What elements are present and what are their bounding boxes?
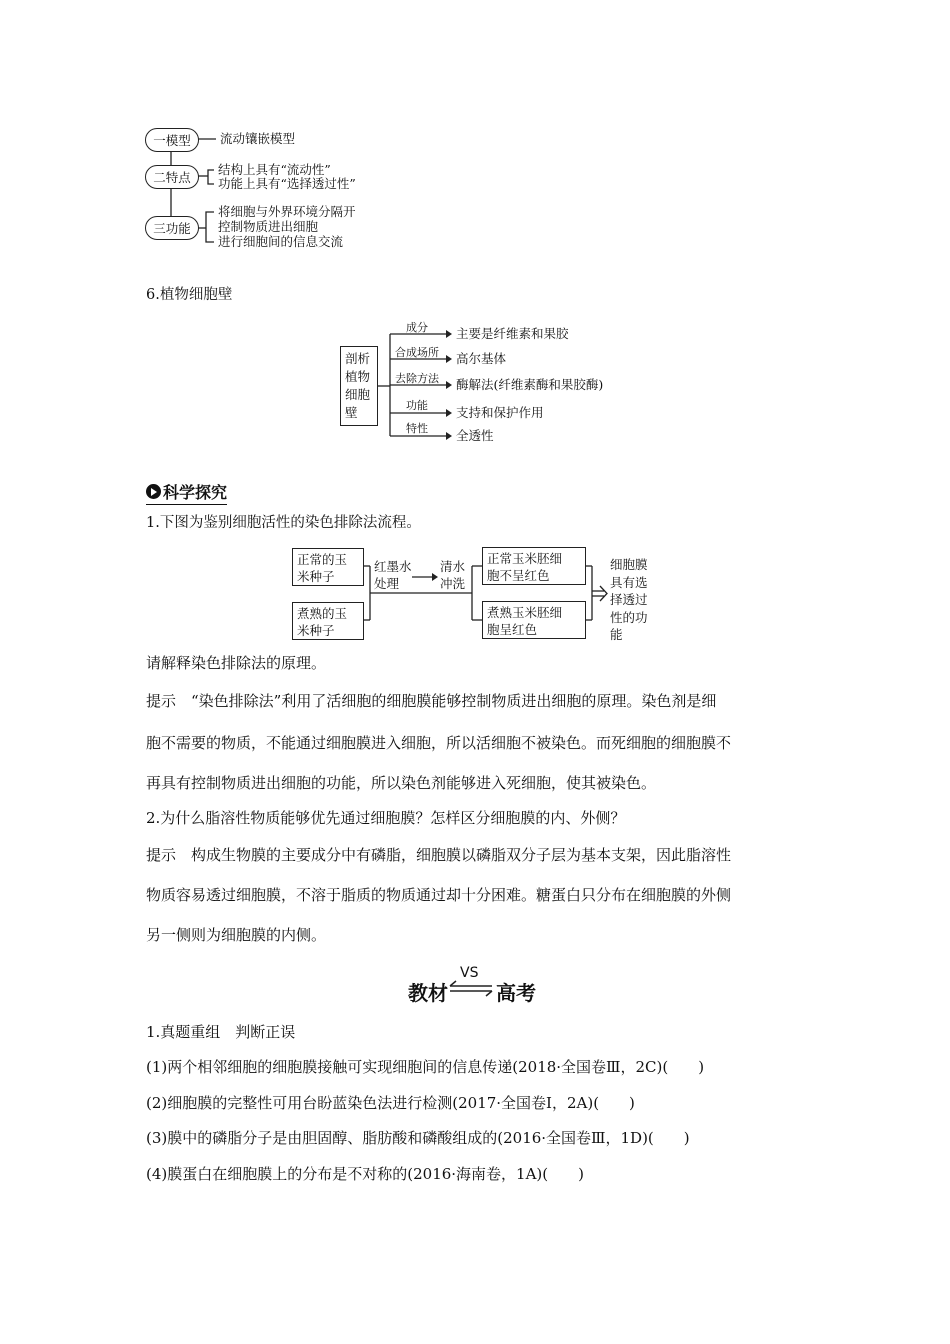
- step-1-line: 红墨水: [374, 559, 412, 574]
- answer-2-line: 提示 构成生物膜的主要成分中有磷脂，细胞膜以磷脂双分子层为基本支架，因此脂溶性: [146, 846, 732, 864]
- function-item-2: 控制物质进出细胞: [218, 219, 319, 234]
- conclusion-line: 具有选: [610, 574, 648, 590]
- features-pill: 二特点: [145, 165, 199, 189]
- question-2-title: 2.为什么脂溶性物质能够优先通过细胞膜？怎样区分细胞膜的内、外侧？: [146, 809, 626, 827]
- science-heading-text: 科学探究: [163, 483, 228, 502]
- seed-cooked-line: 米种子: [297, 623, 335, 638]
- answer-1-line: 提示 “染色排除法”利用了活细胞的细胞膜能够控制物质进出细胞的原理。染色剂是细: [146, 692, 717, 710]
- result-normal-box: [482, 547, 586, 585]
- banner-vs: VS: [460, 965, 479, 981]
- science-heading: [146, 480, 227, 505]
- root-line-4: 壁: [345, 405, 358, 420]
- quiz-item: (2)细胞膜的完整性可用台盼蓝染色法进行检测(2017·全国卷Ⅰ，2A)( ): [146, 1094, 635, 1112]
- seed-normal-box: [292, 548, 364, 586]
- result-cooked-line: 胞呈红色: [487, 622, 538, 637]
- seed-normal-line: 正常的玉: [297, 552, 348, 567]
- branch-label: 特性: [406, 422, 428, 435]
- function-item-3: 进行细胞间的信息交流: [218, 234, 344, 249]
- step-2-line: 清水: [440, 559, 466, 574]
- step-2-line: 冲洗: [440, 576, 466, 591]
- root-line-3: 细胞: [345, 387, 371, 402]
- seed-cooked-line: 煮熟的玉: [297, 606, 348, 621]
- cell-wall-root-box: [340, 346, 378, 426]
- branch-label: 成分: [406, 321, 428, 334]
- feature-item-1: 结构上具有“流动性”: [218, 162, 331, 177]
- branch-value: 主要是纤维素和果胶: [456, 326, 569, 341]
- branch-value: 酶解法(纤维素酶和果胶酶): [456, 377, 604, 392]
- banner-right: 高考: [496, 981, 536, 1005]
- quiz-item: (3)膜中的磷脂分子是由胆固醇、脂肪酸和磷酸组成的(2016·全国卷Ⅲ，1D)( ): [146, 1129, 690, 1147]
- seed-normal-line: 米种子: [297, 569, 335, 584]
- section-6-title: 6.植物细胞壁: [146, 287, 233, 303]
- branch-label: 合成场所: [395, 346, 439, 359]
- model-item: 流动镶嵌模型: [220, 131, 296, 146]
- branch-value: 高尔基体: [456, 351, 507, 366]
- question-1-title: 1.下图为鉴别细胞活性的染色排除法流程。: [146, 515, 421, 531]
- model-pill: 一模型: [145, 128, 199, 152]
- conclusion-line: 能: [610, 627, 623, 642]
- result-normal-line: 胞不呈红色: [487, 568, 550, 583]
- conclusion-line: 择透过: [610, 592, 648, 607]
- function-item-1: 将细胞与外界环境分隔开: [218, 204, 356, 219]
- answer-2-line: 另一侧则为细胞膜的内侧。: [146, 926, 327, 944]
- functions-pill: 三功能: [145, 216, 199, 240]
- step-2-label: [440, 558, 465, 592]
- conclusion-line: 性的功: [610, 609, 648, 625]
- play-circle-icon: [146, 484, 161, 499]
- branch-value: 支持和保护作用: [456, 405, 544, 420]
- branch-label: 去除方法: [395, 372, 439, 385]
- conclusion-line: 细胞膜: [610, 557, 648, 572]
- root-line-2: 植物: [345, 369, 371, 384]
- quiz-title: 1.真题重组 判断正误: [146, 1023, 296, 1041]
- answer-2-line: 物质容易透过细胞膜，不溶于脂质的物质通过却十分困难。糖蛋白只分布在细胞膜的外侧: [146, 886, 732, 904]
- step-1-label: [374, 558, 412, 592]
- answer-1-line: 再具有控制物质进出细胞的功能，所以染色剂能够进入死细胞，使其被染色。: [146, 774, 657, 792]
- banner-left: 教材: [408, 981, 448, 1005]
- root-line-1: 剖析: [345, 351, 371, 366]
- answer-1-line: 胞不需要的物质，不能通过细胞膜进入细胞，所以活细胞不被染色。而死细胞的细胞膜不: [146, 734, 732, 752]
- result-cooked-box: [482, 601, 586, 639]
- step-1-line: 处理: [374, 576, 400, 591]
- branch-value: 全透性: [456, 428, 494, 443]
- branch-label: 功能: [406, 399, 428, 412]
- result-normal-line: 正常玉米胚细: [487, 551, 563, 566]
- result-cooked-line: 煮熟玉米胚细: [487, 605, 563, 620]
- quiz-item: (4)膜蛋白在细胞膜上的分布是不对称的(2016·海南卷，1A)( ): [146, 1165, 584, 1183]
- question-1-prompt: 请解释染色排除法的原理。: [146, 654, 327, 672]
- feature-item-2: 功能上具有“选择透过性”: [218, 176, 356, 191]
- quiz-item: (1)两个相邻细胞的细胞膜接触可实现细胞间的信息传递(2018·全国卷Ⅲ，2C)( ): [146, 1058, 705, 1076]
- conclusion-text: [610, 556, 648, 644]
- seed-cooked-box: [292, 602, 364, 640]
